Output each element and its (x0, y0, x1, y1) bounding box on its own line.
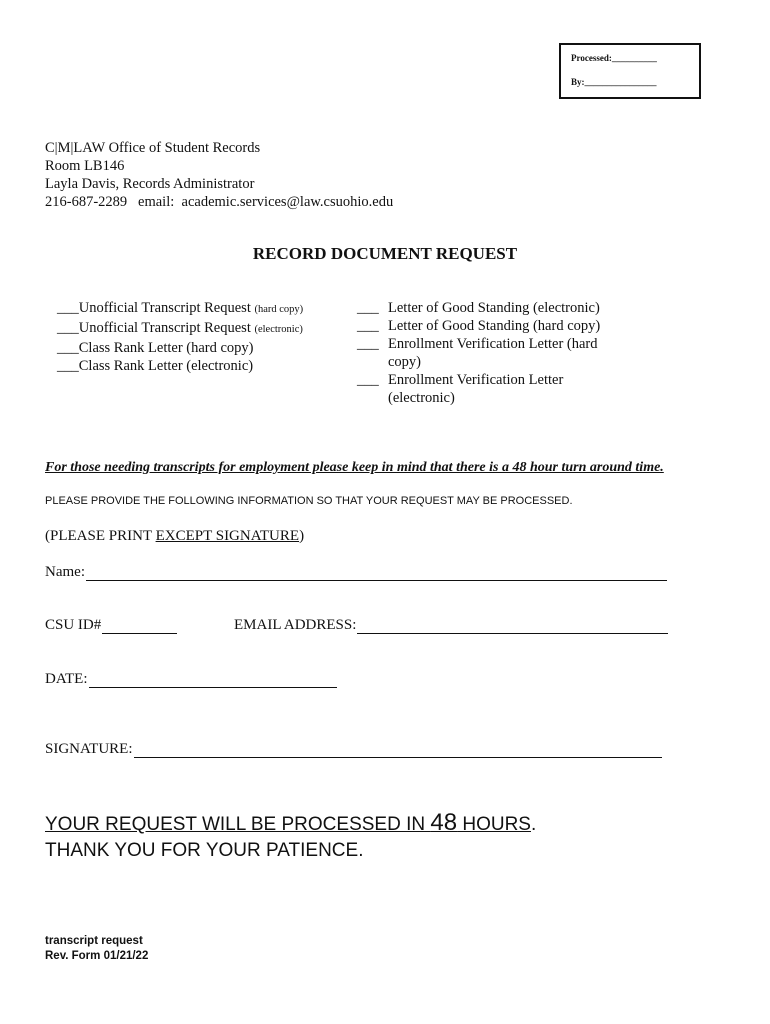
name-field[interactable] (45, 564, 667, 581)
email-field[interactable] (234, 617, 668, 634)
option-enrollment-verification-hard[interactable]: ___ Enrollment Verification Letter (hard copy) (357, 336, 598, 370)
name-label: Name: (45, 564, 85, 580)
request-options-right (357, 299, 627, 407)
option-good-standing-electronic[interactable]: ___ Letter of Good Standing (electronic) (357, 300, 600, 316)
processed-label: Processed:__________ (571, 53, 657, 63)
office-contact: 216-687-2289 email: academic.services@law.csuohio.edu (45, 194, 394, 210)
form-name: transcript request (45, 935, 143, 947)
turnaround-notice: For those needing transcripts for employment please keep in mind that there is a 48 hour turn around time. (45, 460, 664, 475)
option-good-standing-hard[interactable]: ___ Letter of Good Standing (hard copy) (357, 318, 601, 334)
email-label: EMAIL ADDRESS: (234, 617, 357, 633)
office-admin: Layla Davis, Records Administrator (45, 176, 255, 192)
signature-input-line[interactable] (134, 743, 662, 758)
thank-you-line: THANK YOU FOR YOUR PATIENCE. (45, 840, 364, 861)
signature-field[interactable] (45, 741, 662, 758)
form-revision: Rev. Form 01/21/22 (45, 950, 149, 962)
office-name: C|M|LAW Office of Student Records (45, 140, 261, 156)
office-room: Room LB146 (45, 158, 125, 174)
processing-time-line: YOUR REQUEST WILL BE PROCESSED IN 48 HOURS. (45, 809, 537, 836)
form-footer (45, 934, 148, 964)
print-instruction: (PLEASE PRINT EXCEPT SIGNATURE) (45, 528, 305, 544)
provide-info-instruction: PLEASE PROVIDE THE FOLLOWING INFORMATION SO THAT YOUR REQUEST MAY BE PROCESSED. (45, 495, 573, 507)
date-field[interactable] (45, 671, 337, 688)
date-input-line[interactable] (89, 673, 337, 688)
request-options-left (57, 299, 303, 375)
csu-id-input-line[interactable] (102, 619, 177, 634)
office-address-block (45, 139, 393, 211)
option-class-rank-electronic[interactable]: ___Class Rank Letter (electronic) (57, 358, 254, 374)
processed-box (559, 43, 701, 99)
option-enrollment-verification-electronic[interactable]: ___ Enrollment Verification Letter (electronic) (357, 372, 564, 406)
option-unofficial-transcript-hard[interactable]: ___Unofficial Transcript Request (hard copy) (57, 300, 304, 316)
name-input-line[interactable] (86, 566, 667, 581)
email-input-line[interactable] (357, 619, 668, 634)
csu-id-label: CSU ID# (45, 617, 102, 633)
csu-id-field[interactable] (45, 617, 177, 634)
date-label: DATE: (45, 671, 88, 687)
processed-by-label: By:________________ (571, 77, 657, 87)
document-title: RECORD DOCUMENT REQUEST (252, 244, 518, 263)
signature-label: SIGNATURE: (45, 741, 133, 757)
option-unofficial-transcript-electronic[interactable]: ___Unofficial Transcript Request (electronic) (57, 320, 303, 336)
closing-message (45, 810, 536, 864)
option-class-rank-hard[interactable]: ___Class Rank Letter (hard copy) (57, 340, 254, 356)
